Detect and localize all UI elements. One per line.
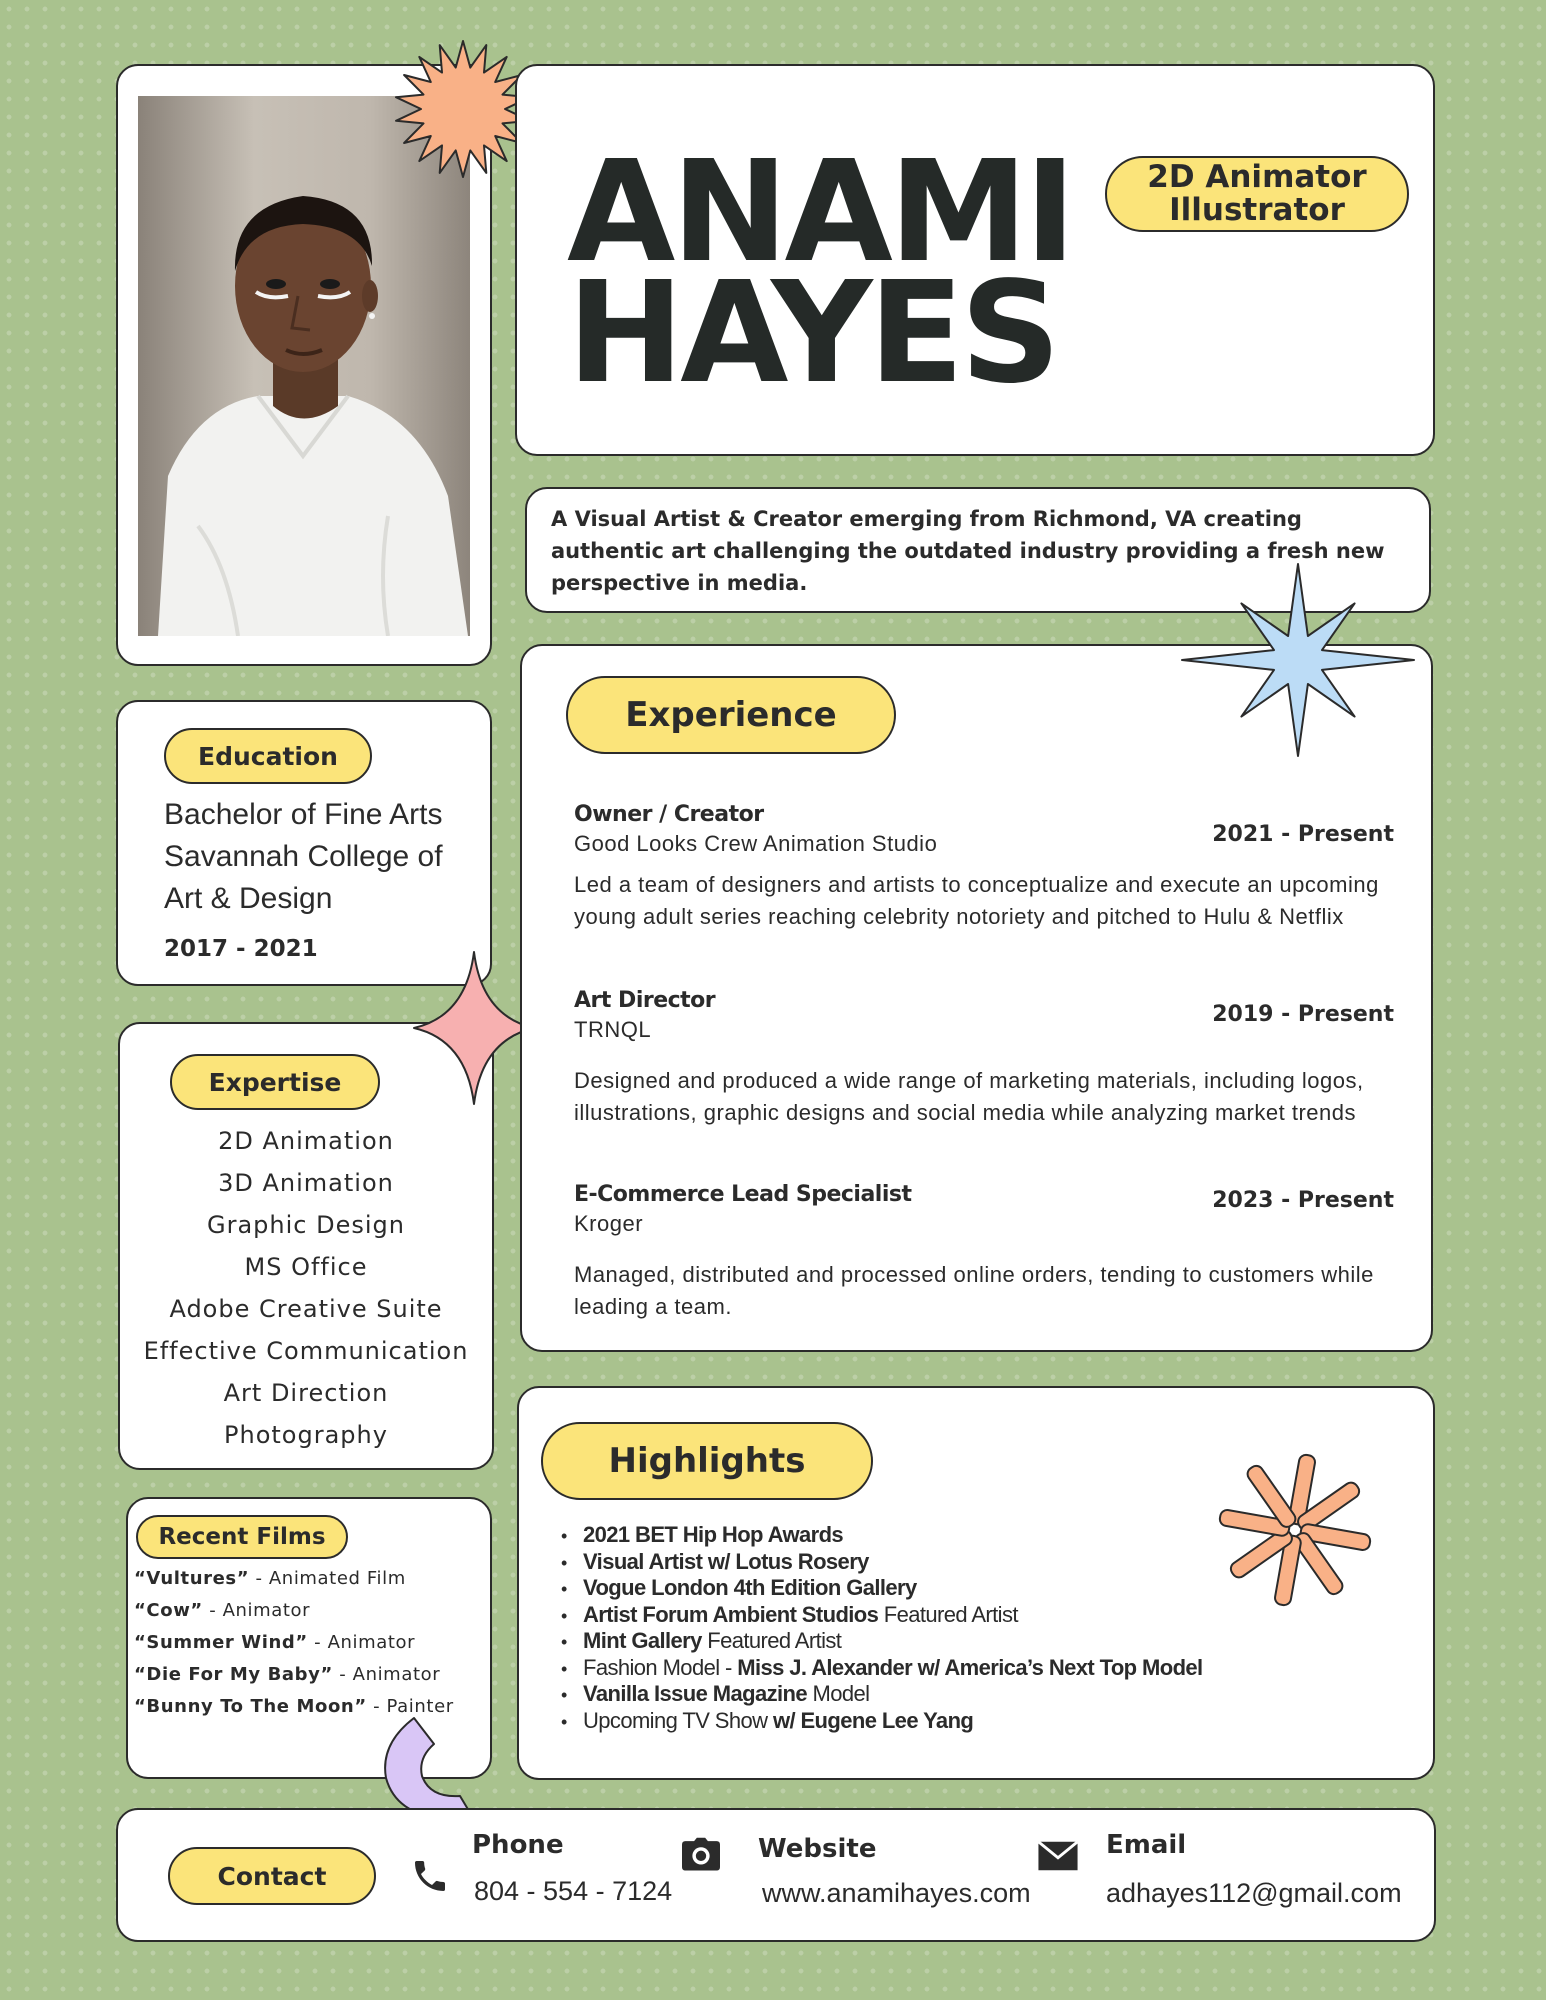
role-line-1: 2D Animator	[1147, 159, 1367, 196]
email-icon	[1036, 1840, 1080, 1872]
job-company: Kroger	[574, 1211, 644, 1236]
job-dates: 2019 - Present	[1212, 1002, 1394, 1027]
recent-films-heading: Recent Films	[136, 1515, 348, 1559]
film-item	[134, 1627, 454, 1659]
sparkle-decoration	[410, 948, 538, 1108]
highlight-bold: Artist Forum Ambient Studios	[583, 1601, 879, 1627]
highlight-bold: Mint Gallery	[583, 1628, 702, 1653]
highlight-bold: Vogue London 4th Edition Gallery	[583, 1575, 917, 1600]
expertise-heading: Expertise	[170, 1054, 380, 1110]
expertise-item: 3D Animation	[218, 1169, 394, 1197]
film-item	[134, 1563, 454, 1595]
film-role: - Painter	[366, 1696, 454, 1717]
expertise-item: Photography	[224, 1421, 388, 1449]
education-heading: Education	[164, 728, 372, 784]
phone-label: Phone	[472, 1830, 564, 1860]
film-title: “Cow”	[134, 1600, 203, 1621]
school-line-1: Savannah College of	[164, 840, 443, 873]
highlight-suffix: Model	[807, 1681, 870, 1706]
job-title: Owner / Creator	[574, 802, 764, 827]
film-role: - Animator	[332, 1664, 441, 1685]
job-company: TRNQL	[574, 1017, 652, 1042]
job-title: E-Commerce Lead Specialist	[574, 1182, 912, 1207]
expertise-list	[120, 1120, 492, 1456]
expertise-item: Effective Communication	[143, 1337, 469, 1365]
job-entry	[574, 802, 1394, 933]
expertise-item: Graphic Design	[207, 1211, 405, 1239]
highlight-item	[561, 1708, 1203, 1735]
contact-heading: Contact	[168, 1847, 376, 1905]
phone-icon	[410, 1856, 450, 1896]
first-name: ANAMI	[567, 131, 1073, 294]
experience-heading: Experience	[566, 676, 896, 754]
camera-icon	[680, 1836, 722, 1874]
highlight-prefix: Upcoming TV Show	[583, 1707, 773, 1733]
education-years: 2017 - 2021	[164, 936, 318, 962]
role-badge	[1105, 156, 1409, 232]
highlight-prefix: Fashion Model -	[583, 1654, 738, 1680]
highlight-item	[561, 1602, 1203, 1629]
role-line-2: Illustrator	[1169, 192, 1345, 228]
highlight-suffix: Featured Artist	[878, 1601, 1018, 1627]
job-dates: 2021 - Present	[1212, 822, 1394, 847]
expertise-item: Art Direction	[223, 1379, 389, 1407]
expertise-item: Adobe Creative Suite	[169, 1295, 443, 1323]
job-entry	[574, 1182, 1394, 1323]
job-description: Managed, distributed and processed online orders, tending to customers while leading a team.	[574, 1262, 1374, 1319]
highlights-list	[561, 1522, 1203, 1734]
film-item	[134, 1595, 454, 1627]
email-label: Email	[1106, 1830, 1187, 1860]
highlight-item	[561, 1655, 1203, 1682]
film-title: “Summer Wind”	[134, 1632, 308, 1653]
job-entry	[574, 988, 1394, 1129]
highlight-item	[561, 1575, 1203, 1602]
highlight-item	[561, 1522, 1203, 1549]
highlight-item	[561, 1628, 1203, 1655]
highlight-bold: Vanilla Issue Magazine	[583, 1681, 808, 1706]
contact-card	[116, 1808, 1436, 1942]
expertise-item: MS Office	[244, 1253, 368, 1281]
last-name: HAYES	[567, 252, 1057, 415]
film-title: “Bunny To The Moon”	[134, 1696, 367, 1717]
highlight-item	[561, 1549, 1203, 1576]
film-title: “Die For My Baby”	[134, 1664, 333, 1685]
email-address[interactable]: adhayes112@gmail.com	[1106, 1878, 1402, 1908]
highlight-suffix: Featured Artist	[701, 1628, 842, 1653]
job-description: Designed and produced a wide range of marketing materials, including logos, illustrations, graphic designs and social media while analyzing market trends	[574, 1068, 1364, 1125]
highlights-heading: Highlights	[541, 1422, 873, 1500]
star-decoration	[1180, 560, 1416, 760]
bio-text: A Visual Artist & Creator emerging from Richmond, VA creating authentic art challenging the outdated industry providing a fresh new perspective in media.	[551, 507, 1385, 595]
website-label: Website	[758, 1834, 877, 1864]
degree: Bachelor of Fine Arts	[164, 798, 443, 831]
highlight-bold: Miss J. Alexander w/ America’s Next Top Model	[737, 1654, 1203, 1680]
highlight-bold: w/ Eugene Lee Yang	[772, 1707, 974, 1733]
job-description: Led a team of designers and artists to conceptualize and execute an upcoming young adult series reaching celebrity notoriety and pitched to Hulu & Netflix	[574, 872, 1379, 929]
highlights-card	[517, 1386, 1435, 1780]
education-card	[116, 700, 492, 986]
website-url[interactable]: www.anamihayes.com	[762, 1878, 1031, 1908]
film-role: - Animator	[307, 1632, 416, 1653]
phone-number[interactable]: 804 - 554 - 7124	[474, 1876, 673, 1906]
job-dates: 2023 - Present	[1212, 1188, 1394, 1213]
job-company: Good Looks Crew Animation Studio	[574, 831, 938, 856]
highlight-bold: Visual Artist w/ Lotus Rosery	[583, 1548, 869, 1574]
highlight-bold: 2021 BET Hip Hop Awards	[583, 1522, 844, 1547]
asterisk-decoration	[1215, 1450, 1375, 1610]
film-role: - Animator	[202, 1600, 311, 1621]
film-item	[134, 1659, 454, 1691]
highlight-item	[561, 1681, 1203, 1708]
film-title: “Vultures”	[134, 1568, 250, 1589]
expertise-item: 2D Animation	[218, 1127, 394, 1155]
job-title: Art Director	[574, 988, 716, 1013]
sunburst-decoration	[392, 38, 534, 180]
film-role: - Animated Film	[249, 1568, 406, 1589]
name-card	[515, 64, 1435, 456]
school-line-2: Art & Design	[164, 882, 333, 915]
films-list	[134, 1563, 454, 1723]
